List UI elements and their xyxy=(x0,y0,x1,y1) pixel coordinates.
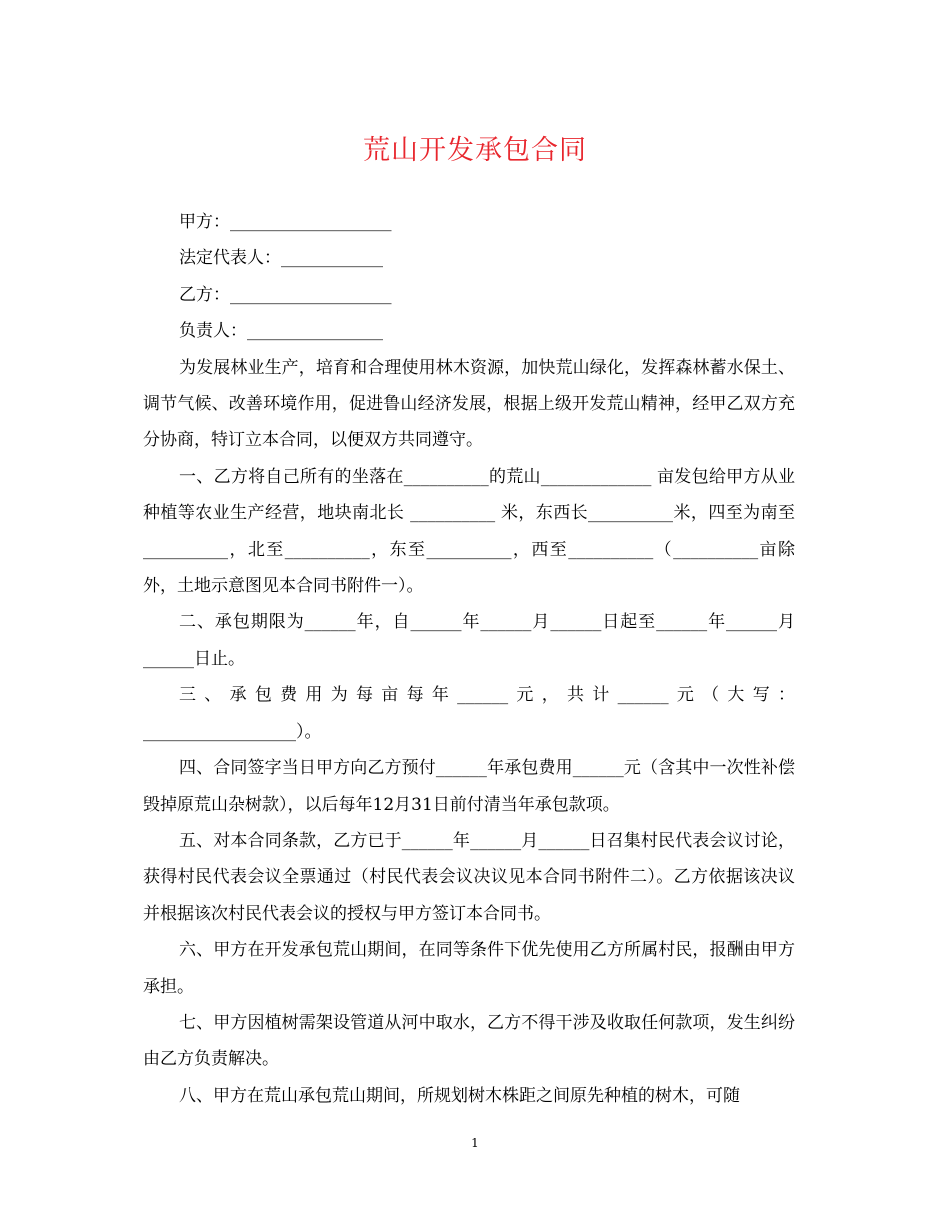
clause-8: 八、甲方在荒山承包荒山期间，所规划树木株距之间原先种植的树木，可随 xyxy=(179,1085,740,1106)
clause-6: 六、甲方在开发承包荒山期间，在同等条件下优先使用乙方所属村民，报酬由甲方承担。 xyxy=(143,940,795,997)
clause-4: 四、合同签字当日甲方向乙方预付______年承包费用______元（含其中一次性补偿毁掉原荒山杂树款），以后每年12月31日前付清当年承包款项。 xyxy=(143,758,795,815)
document-title: 荒山开发承包合同 xyxy=(363,135,587,166)
clause-1: 一、乙方将自己所有的坐落在__________的荒山_____________ 亩发包给甲方从业种植等农业生产经营，地块南北长 __________ 米，东西长__________米，四至为南至__________，北至__________，东至__________，西至__________（__________亩除外，土地示意图见本合同书附件一）。 xyxy=(143,466,795,597)
preamble-paragraph: 为发展林业生产，培育和合理使用林木资源，加快荒山绿化，发挥森林蓄水保土、调节气候、改善环境作用，促进鲁山经济发展，根据上级开发荒山精神，经甲乙双方充分协商，特订立本合同，以便双方共同遵守。 xyxy=(143,357,795,451)
clause-2: 二、承包期限为______年，自______年______月______日起至______年______月______日止。 xyxy=(143,612,795,669)
clause-7: 七、甲方因植树需架设管道从河中取水，乙方不得干涉及收取任何款项，发生纠纷由乙方负责解决。 xyxy=(143,1012,795,1070)
clause-5: 五、对本合同条款，乙方已于______年______月______日召集村民代表会议讨论，获得村民代表会议全票通过（村民代表会议决议见本合同书附件二）。乙方依据该决议并根据该次村民代表会议的授权与甲方签订本合同书。 xyxy=(143,830,795,924)
responsible-person-line: 负责人：________________ xyxy=(179,321,383,342)
page-number: 1 xyxy=(471,1136,479,1150)
contract-body xyxy=(143,204,795,1114)
legal-representative-line: 法定代表人：____________ xyxy=(179,248,383,269)
party-a-line: 甲方：___________________ xyxy=(179,212,392,232)
party-b-line: 乙方：___________________ xyxy=(179,284,392,305)
clause-3: 三、承包费用为每亩每年______元，共计______元（大写：__________________）。 xyxy=(143,685,795,742)
